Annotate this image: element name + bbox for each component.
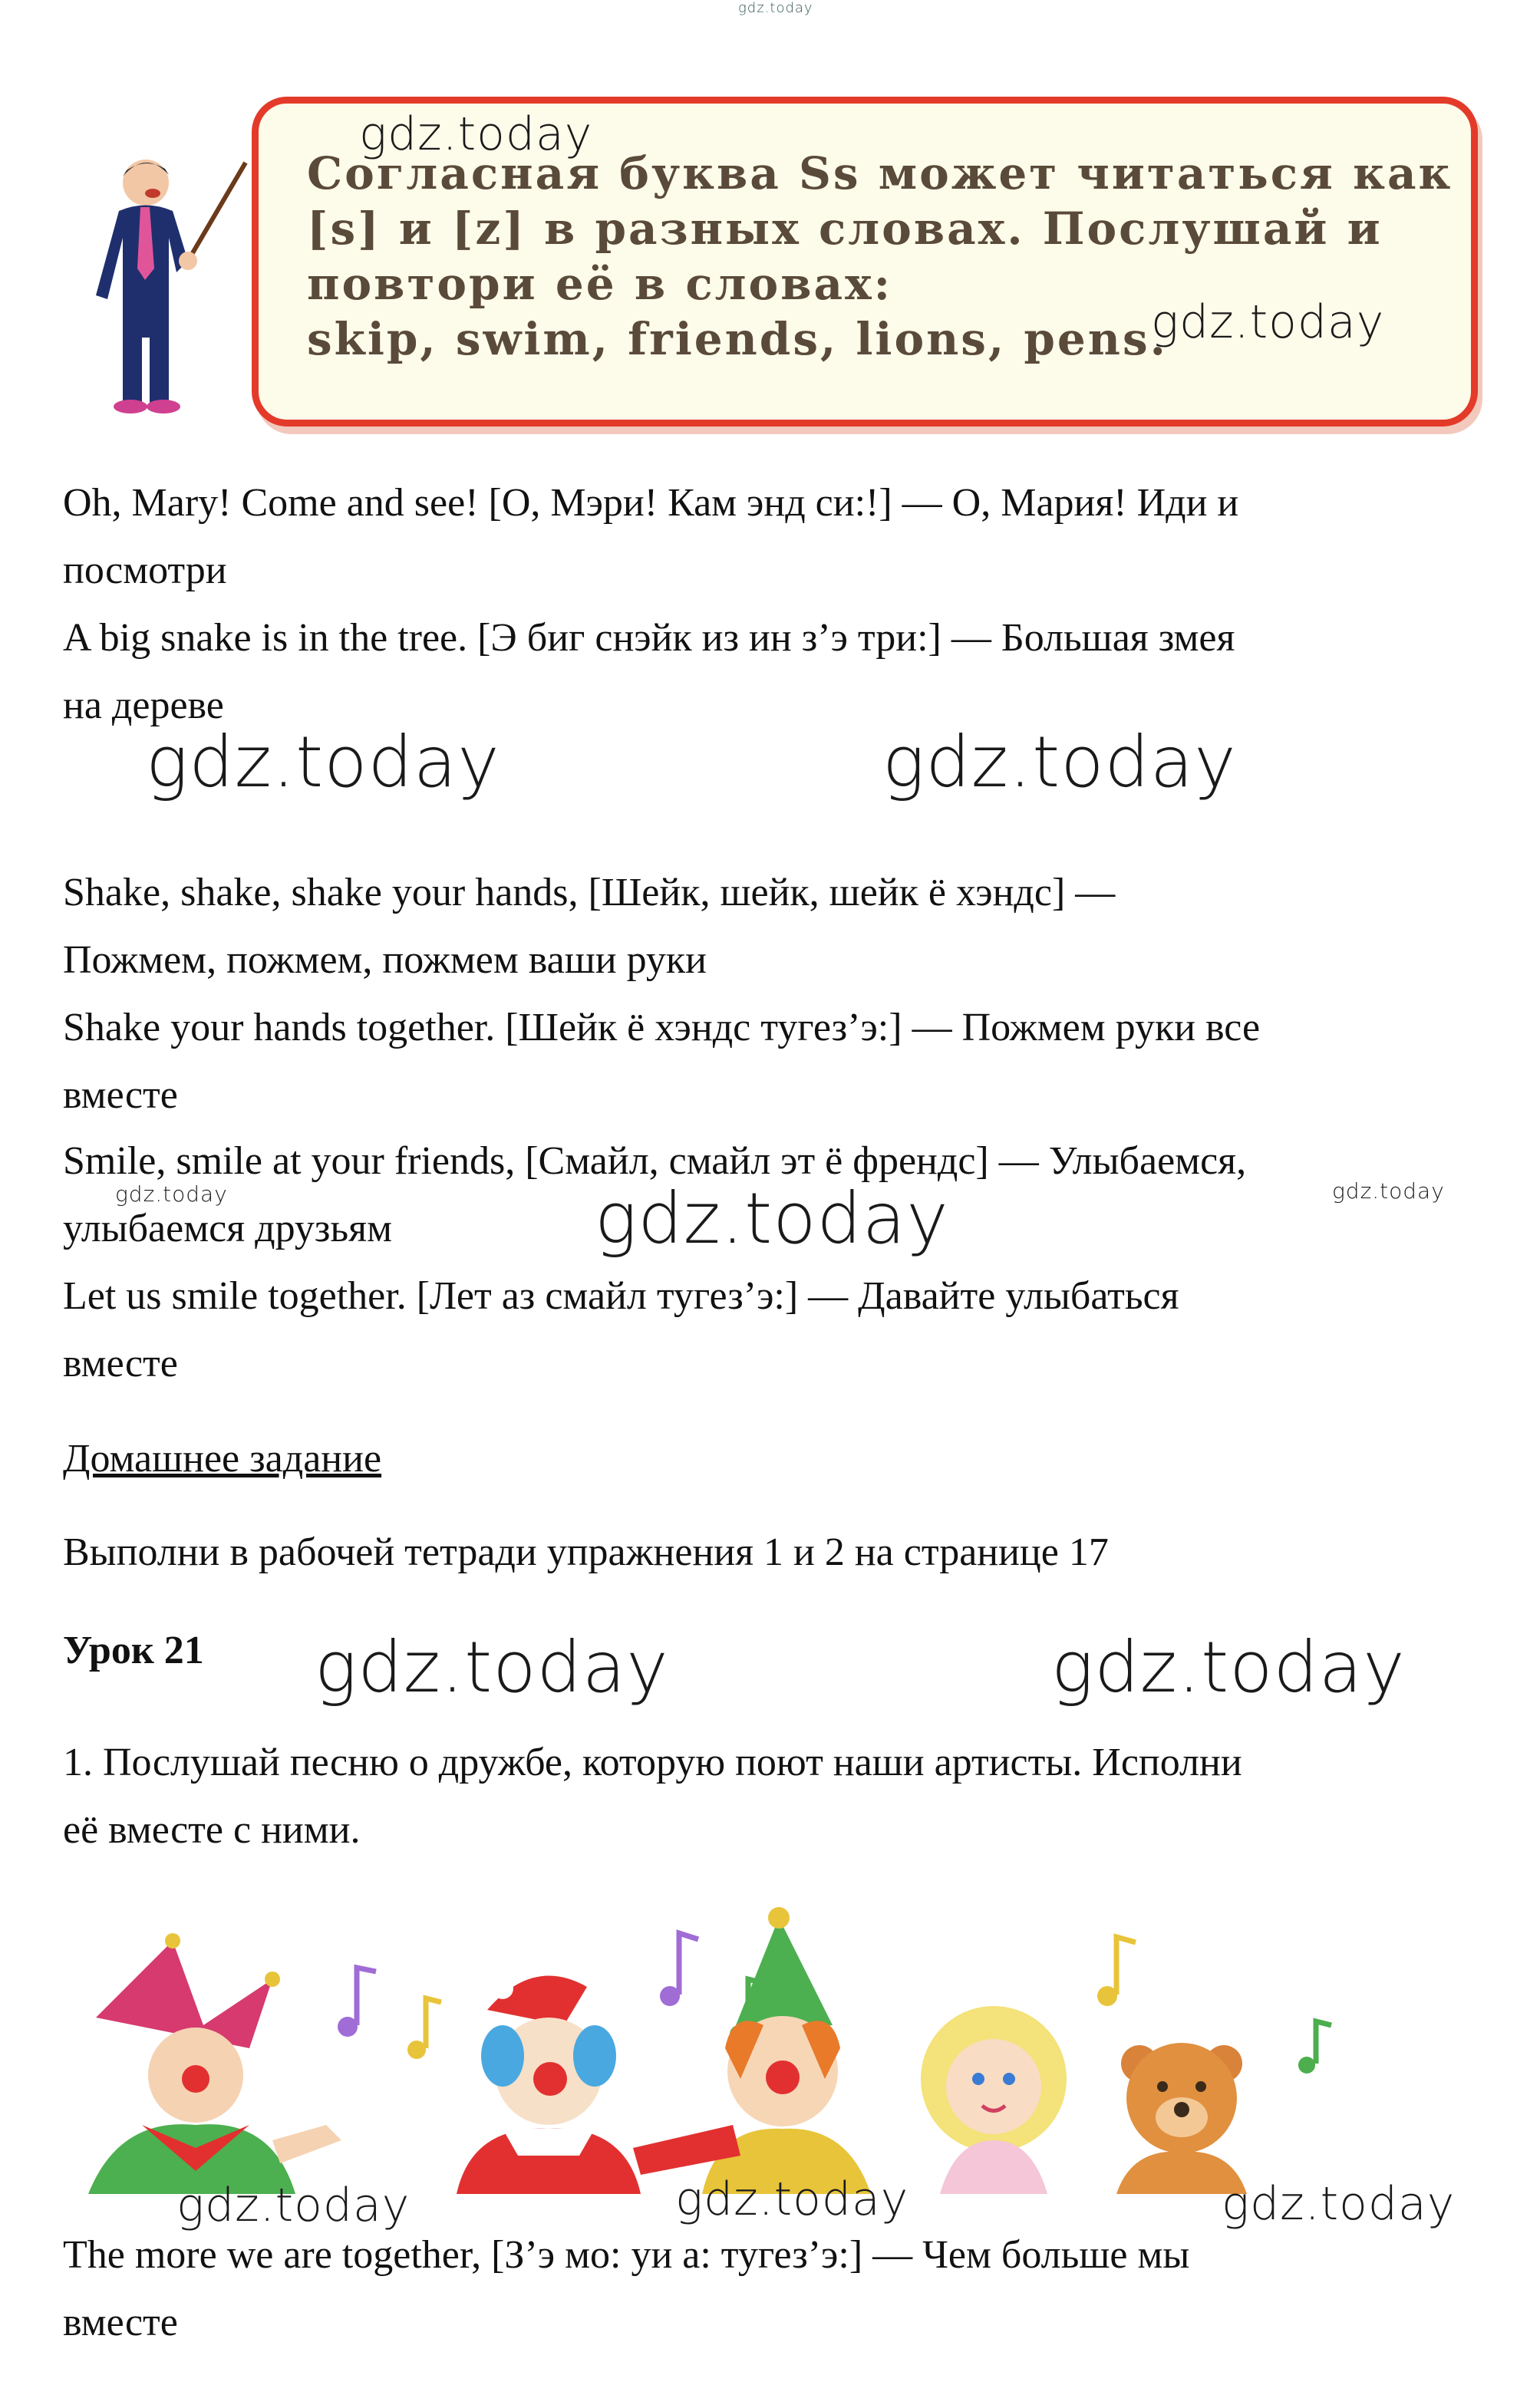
text-line: Oh, Mary! Come and see! [О, Мэри! Кам энд си:!] — О, Мария! Иди и (63, 481, 1239, 525)
text-line: Smile, smile at your friends, [Смайл, смайл эт ё френдс] — Улыбаемся, (63, 1139, 1247, 1183)
text-line: A big snake is in the tree. [Э биг снэйк из ин з’э три:] — Большая змея (63, 616, 1235, 660)
text-line: Shake your hands together. [Шейк ё хэндс тугез’э:] — Пожмем руки все (63, 1006, 1261, 1049)
watermark: gdz.today (595, 1178, 949, 1260)
watermark: gdz.today (146, 721, 500, 803)
rule-line-3: повтори её в словах: (307, 258, 893, 310)
text-line: на дереве (63, 684, 224, 727)
text-line: Let us smile together. [Лет аз смайл тугез’э:] — Давайте улыбаться (63, 1274, 1179, 1318)
song-line-2: вместе (63, 2301, 178, 2344)
text-line: вместе (63, 1073, 178, 1117)
text-line: улыбаемся друзьям (63, 1207, 392, 1250)
watermark: gdz.today (1222, 2177, 1456, 2231)
text-line: вместе (63, 1342, 178, 1385)
rule-line-1: Согласная буква Ss может читаться как (307, 147, 1453, 199)
watermark: gdz.today (176, 2179, 411, 2232)
text-line: посмотри (63, 548, 227, 592)
watermark: gdz.today (882, 721, 1237, 803)
text-line: Shake, shake, shake your hands, [Шейк, шейк, шейк ё хэндс] — (63, 871, 1116, 914)
text-line: Пожмем, пожмем, пожмем ваши руки (63, 938, 707, 982)
lesson-title: Урок 21 (63, 1629, 204, 1672)
task-line-1: 1. Послушай песню о дружбе, которую поют наши артисты. Исполни (63, 1741, 1242, 1784)
watermark: gdz.today (1051, 1626, 1406, 1708)
rule-line-2: [s] и [z] в разных словах. Послушай и (307, 203, 1383, 255)
homework-title: Домашнее задание (63, 1437, 382, 1481)
watermark: gdz.today (1332, 1178, 1445, 1204)
performers-illustration (73, 1895, 1347, 2194)
watermark: gdz.today (359, 107, 593, 161)
watermark: gdz.today (115, 1181, 228, 1207)
rule-line-4: skip, swim, friends, lions, pens. (307, 313, 1168, 365)
watermark-top: gdz.today (738, 0, 813, 16)
song-line-1: The more we are together, [З’э мо: уи а: тугез’э:] — Чем больше мы (63, 2233, 1190, 2277)
watermark: gdz.today (315, 1626, 669, 1708)
task-line-2: её вместе с ними. (63, 1808, 361, 1852)
teacher-illustration (73, 146, 257, 422)
watermark: gdz.today (1151, 295, 1385, 349)
watermark: gdz.today (675, 2172, 909, 2226)
homework-text: Выполни в рабочей тетради упражнения 1 и 2 на странице 17 (63, 1530, 1109, 1574)
